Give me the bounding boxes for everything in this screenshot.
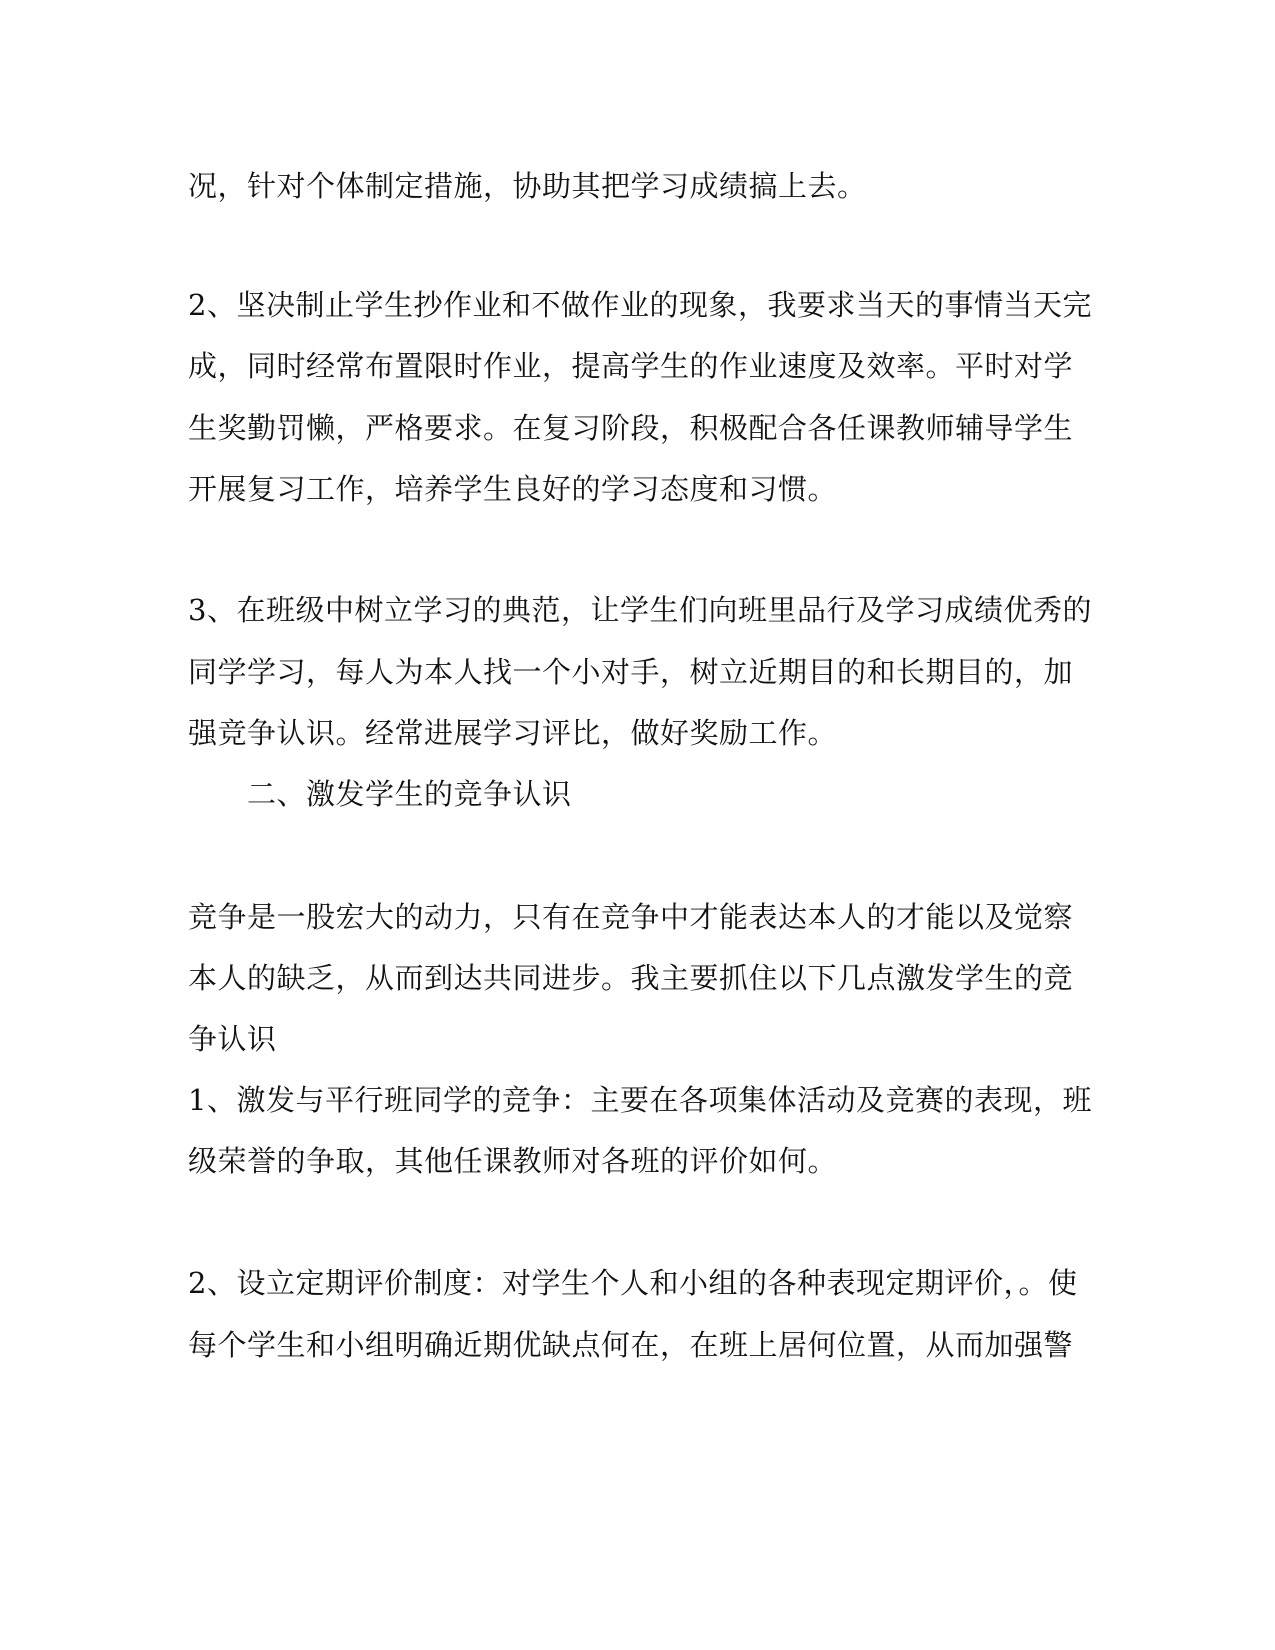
text-line: 1、激发与平行班同学的竞争：主要在各项集体活动及竞赛的表现，班 <box>188 1083 1092 1117</box>
text-line: 2、设立定期评价制度：对学生个人和小组的各种表现定期评价，。使 <box>188 1266 1078 1300</box>
text-line: 生奖勤罚懒，严格要求。在复习阶段，积极配合各任课教师辅导学生 <box>188 411 1074 445</box>
section-heading: 二、激发学生的竞争认识 <box>247 777 572 811</box>
text-line: 2、坚决制止学生抄作业和不做作业的现象，我要求当天的事情当天完 <box>188 288 1092 322</box>
text-line: 同学学习，每人为本人找一个小对手，树立近期目的和长期目的，加 <box>188 655 1074 689</box>
text-line: 级荣誉的争取，其他任课教师对各班的评价如何。 <box>188 1144 838 1178</box>
text-line: 本人的缺乏，从而到达共同进步。我主要抓住以下几点激发学生的竞 <box>188 961 1074 995</box>
text-line: 成，同时经常布置限时作业，提高学生的作业速度及效率。平时对学 <box>188 349 1074 383</box>
text-line: 争认识 <box>188 1022 277 1056</box>
text-line: 每个学生和小组明确近期优缺点何在，在班上居何位置，从而加强警 <box>188 1328 1074 1362</box>
text-line: 况，针对个体制定措施，协助其把学习成绩搞上去。 <box>188 169 867 203</box>
text-line: 竞争是一股宏大的动力，只有在竞争中才能表达本人的才能以及觉察 <box>188 900 1074 934</box>
text-line: 强竞争认识。经常进展学习评比，做好奖励工作。 <box>188 716 838 750</box>
text-line: 3、在班级中树立学习的典范，让学生们向班里品行及学习成绩优秀的 <box>188 593 1092 627</box>
text-line: 开展复习工作，培养学生良好的学习态度和习惯。 <box>188 472 838 506</box>
